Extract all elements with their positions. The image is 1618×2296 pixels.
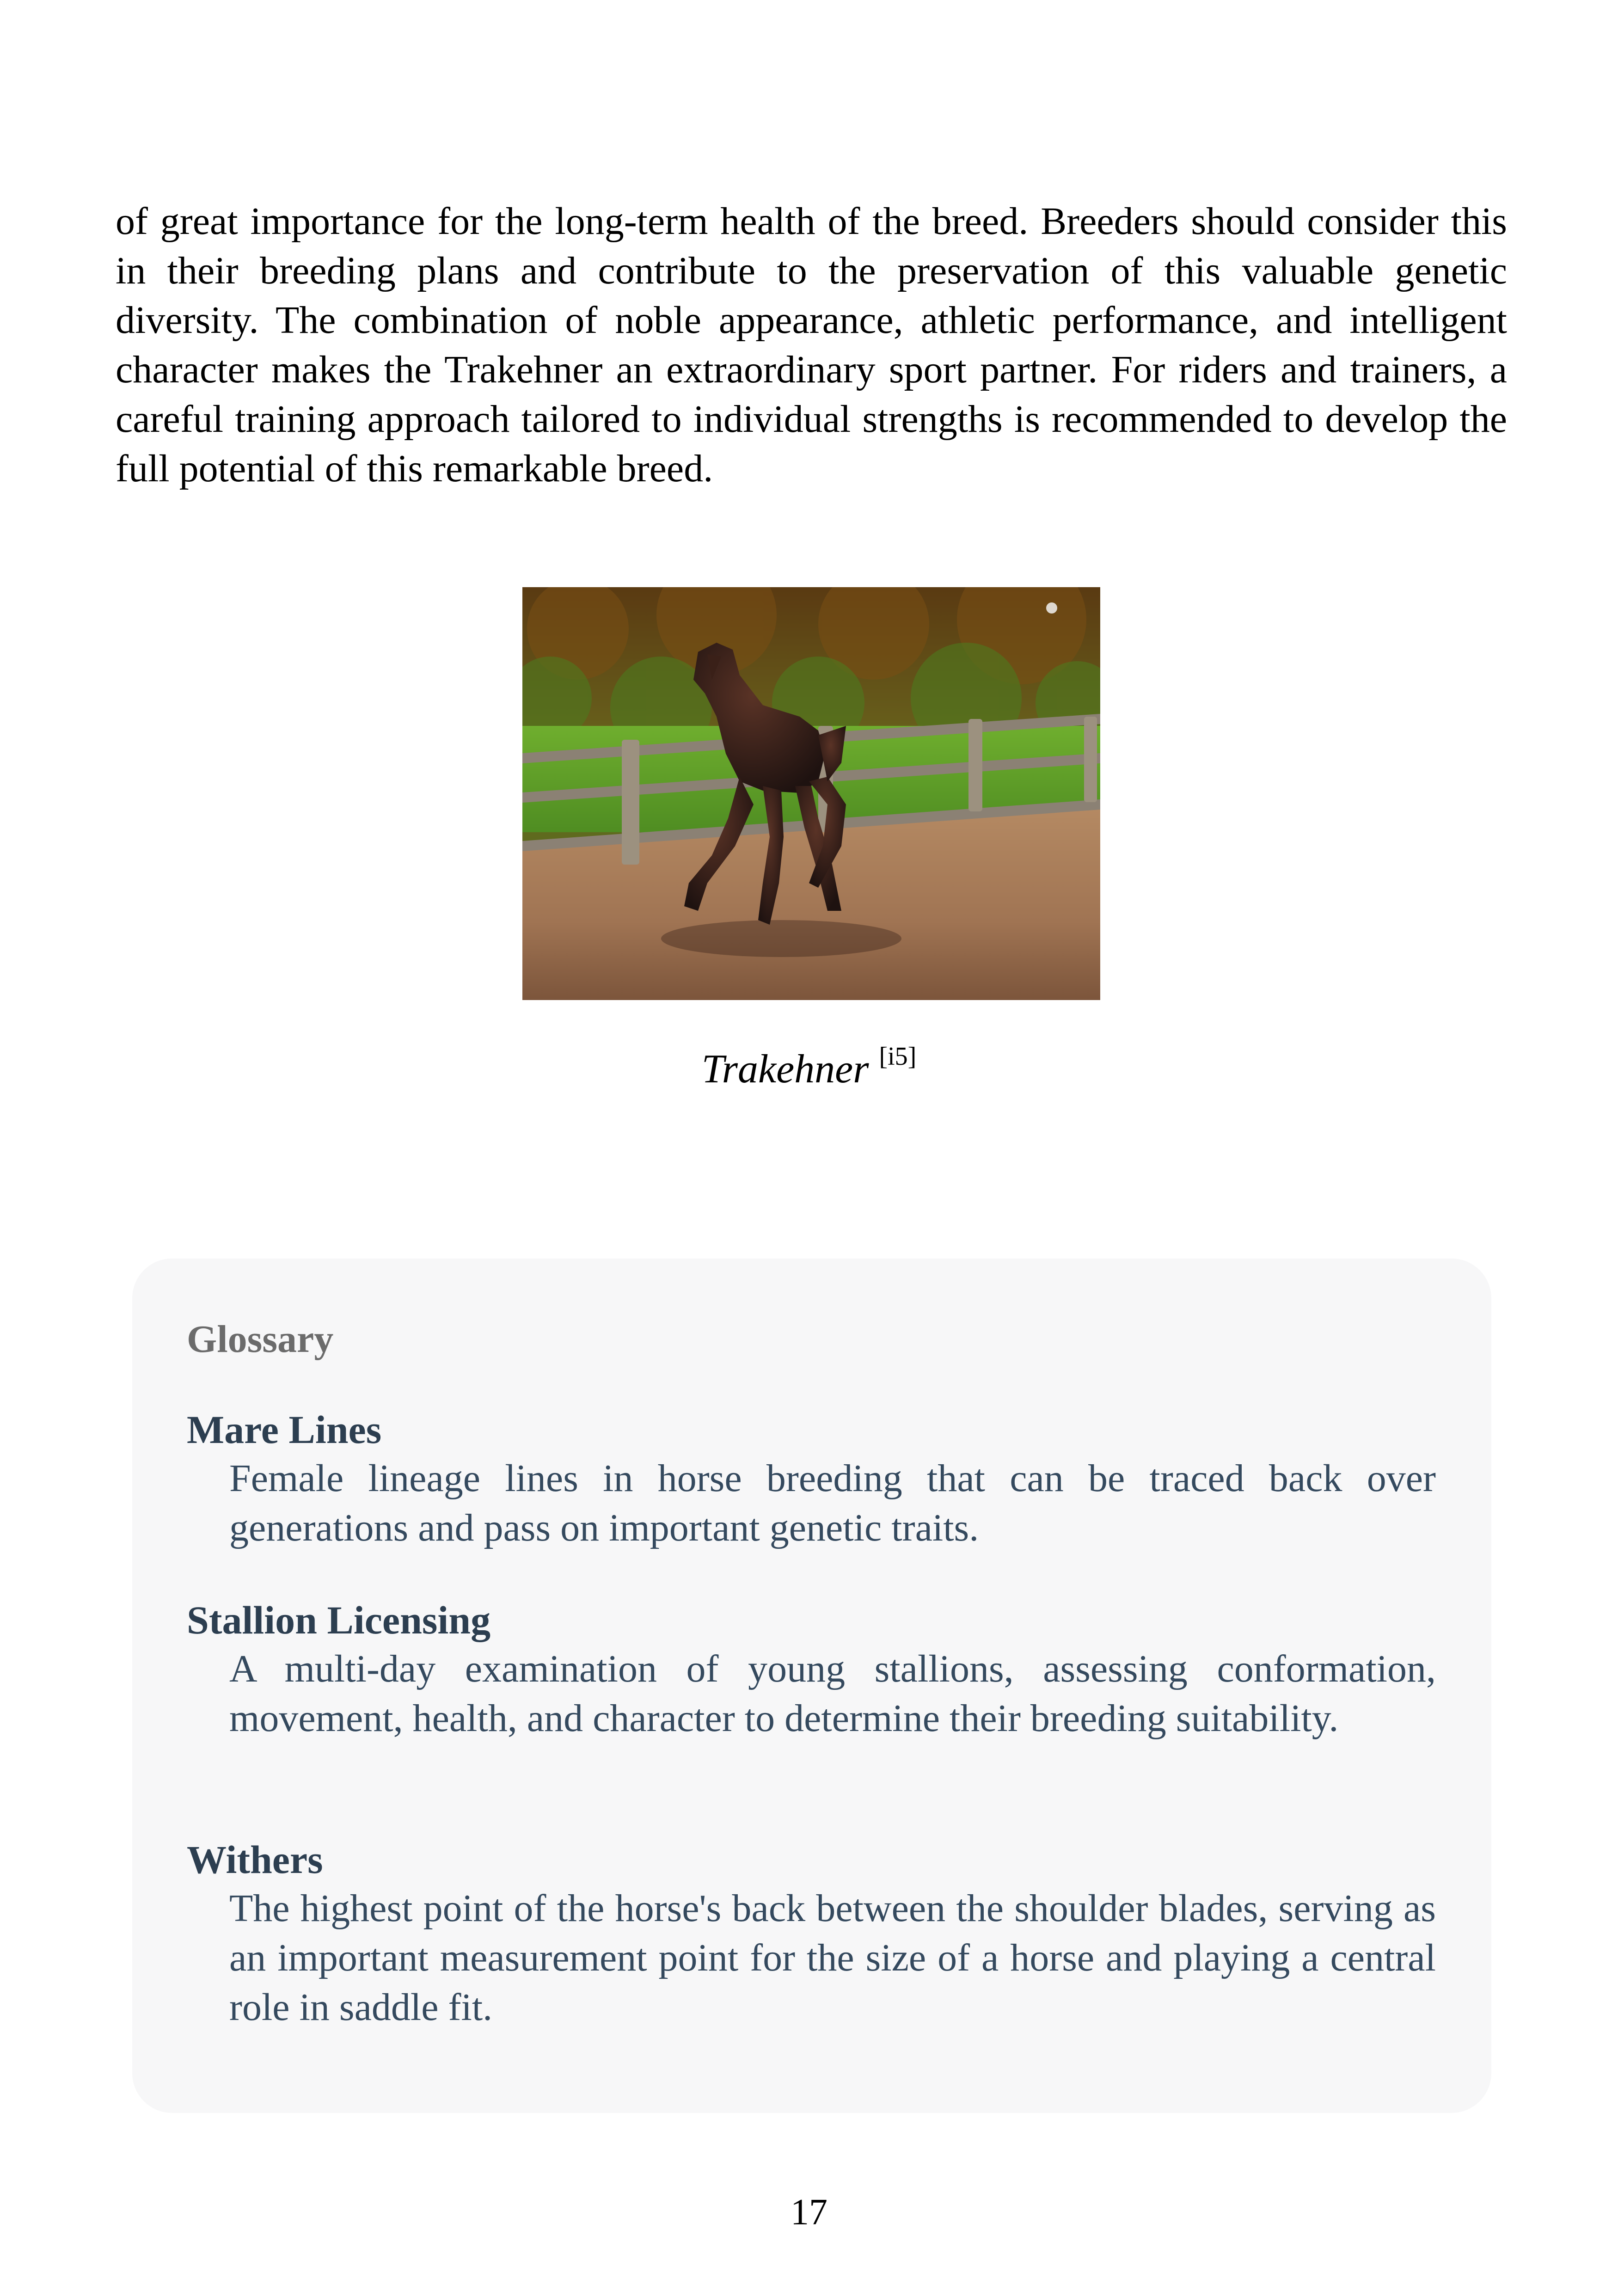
horse-photo <box>522 587 1100 1000</box>
glossary-term: Withers <box>187 1837 323 1882</box>
glossary-definition: Female lineage lines in horse breeding that can be traced back over generations and pass on important genetic traits. <box>229 1457 1436 1549</box>
glossary-term: Mare Lines <box>187 1407 382 1452</box>
glossary-box <box>132 1259 1491 2113</box>
glossary-entry <box>187 1596 1436 1743</box>
glossary-term: Stallion Licensing <box>187 1598 491 1642</box>
glossary-title: Glossary <box>187 1318 334 1361</box>
body-paragraph: of great importance for the long-term health of the breed. Breeders should consider this in their breeding plans and contribute to the preservation of this valuable genetic diversity. The combination of noble appearance, athletic performance, and intelligent character makes the Trakehner an extraordinary sport partner. For riders and trainers, a careful training approach tailored to individual strengths is recommended to develop the full potential of this remarkable breed. <box>116 200 1507 490</box>
glossary-entry <box>187 1406 1436 1553</box>
page-number: 17 <box>791 2192 827 2233</box>
glossary-definition: A multi-day examination of young stallions, assessing conformation, movement, health, and character to determine their breeding suitability. <box>229 1647 1436 1740</box>
caption-reference: [i5] <box>879 1042 917 1071</box>
figure-caption <box>0 1031 1618 1095</box>
glossary-definition: The highest point of the horse's back between the shoulder blades, serving as an important measurement point for the size of a horse and playing a central role in saddle fit. <box>229 1887 1436 2029</box>
glossary-entry <box>187 1836 1436 2032</box>
caption-text: Trakehner <box>701 1047 869 1092</box>
